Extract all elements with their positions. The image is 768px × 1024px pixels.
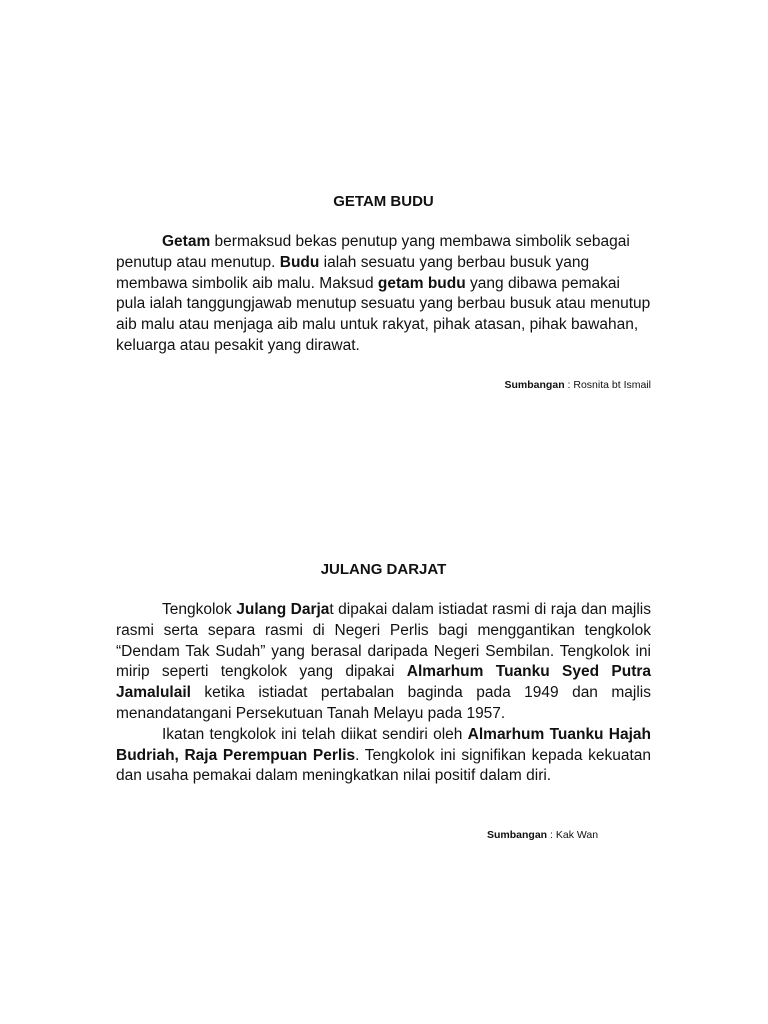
bold-term: Julang Darja <box>236 601 330 618</box>
bold-term: Almarhum Tuanku Syed Putra Jamalulail <box>116 663 652 702</box>
text-run: . Tengkolok ini signifikan kepada kekuatan dan usaha pemakai dalam meningkatkan nilai positif dalam diri. <box>116 746 651 785</box>
bold-term: getam budu <box>377 274 466 292</box>
bold-term: Getam <box>162 233 211 250</box>
text-run: Ikatan tengkolok ini telah diikat sendiri oleh <box>162 725 468 743</box>
paragraph <box>116 600 651 725</box>
text-run: bermaksud bekas penutup yang membawa simbolik sebagai penutup atau menutup. <box>116 233 630 271</box>
section-title: GETAM BUDU <box>333 193 434 210</box>
credit-line <box>487 829 598 841</box>
paragraph <box>116 232 651 357</box>
credit-name: Kak Wan <box>555 829 599 841</box>
section-getam-budu <box>116 193 651 357</box>
text-run: ialah sesuatu yang berbau busuk yang membawa simbolik aib malu. Maksud <box>116 253 590 292</box>
bold-term: Almarhum Tuanku Hajah Budriah, Raja Perempuan Perlis <box>116 725 651 764</box>
text-run: t dipakai dalam istiadat rasmi di raja dan majlis rasmi serta separa rasmi di Negeri Perlis bagi menggantikan tengkolok “Dendam Tak Sudah” yang berasal daripada Negeri Sembilan. Tengkolok ini mirip seperti tengkolok yang dipakai <box>116 601 651 681</box>
credit-separator: : <box>564 379 574 391</box>
credit-name: Rosnita bt Ismail <box>573 379 651 391</box>
text-run: Tengkolok <box>162 601 237 618</box>
section-julang-darjat <box>116 561 651 787</box>
section-title: JULANG DARJAT <box>320 561 447 578</box>
paragraph <box>116 725 651 787</box>
bold-term: Budu <box>279 253 320 271</box>
text-run: ketika istiadat pertabalan baginda pada 1949 dan majlis menandatangani Persekutuan Tanah Melayu pada 1957. <box>116 684 651 722</box>
credit-label: Sumbangan <box>504 379 565 391</box>
credit-line <box>505 379 651 391</box>
text-run: yang dibawa pemakai pula ialah tanggungjawab menutup sesuatu yang berbau busuk atau menutup aib malu atau menjaga aib malu untuk rakyat, pihak atasan, pihak bawahan, keluarga atau pesakit yang dirawat. <box>116 274 651 354</box>
credit-label: Sumbangan <box>487 829 548 841</box>
credit-separator: : <box>547 829 556 841</box>
